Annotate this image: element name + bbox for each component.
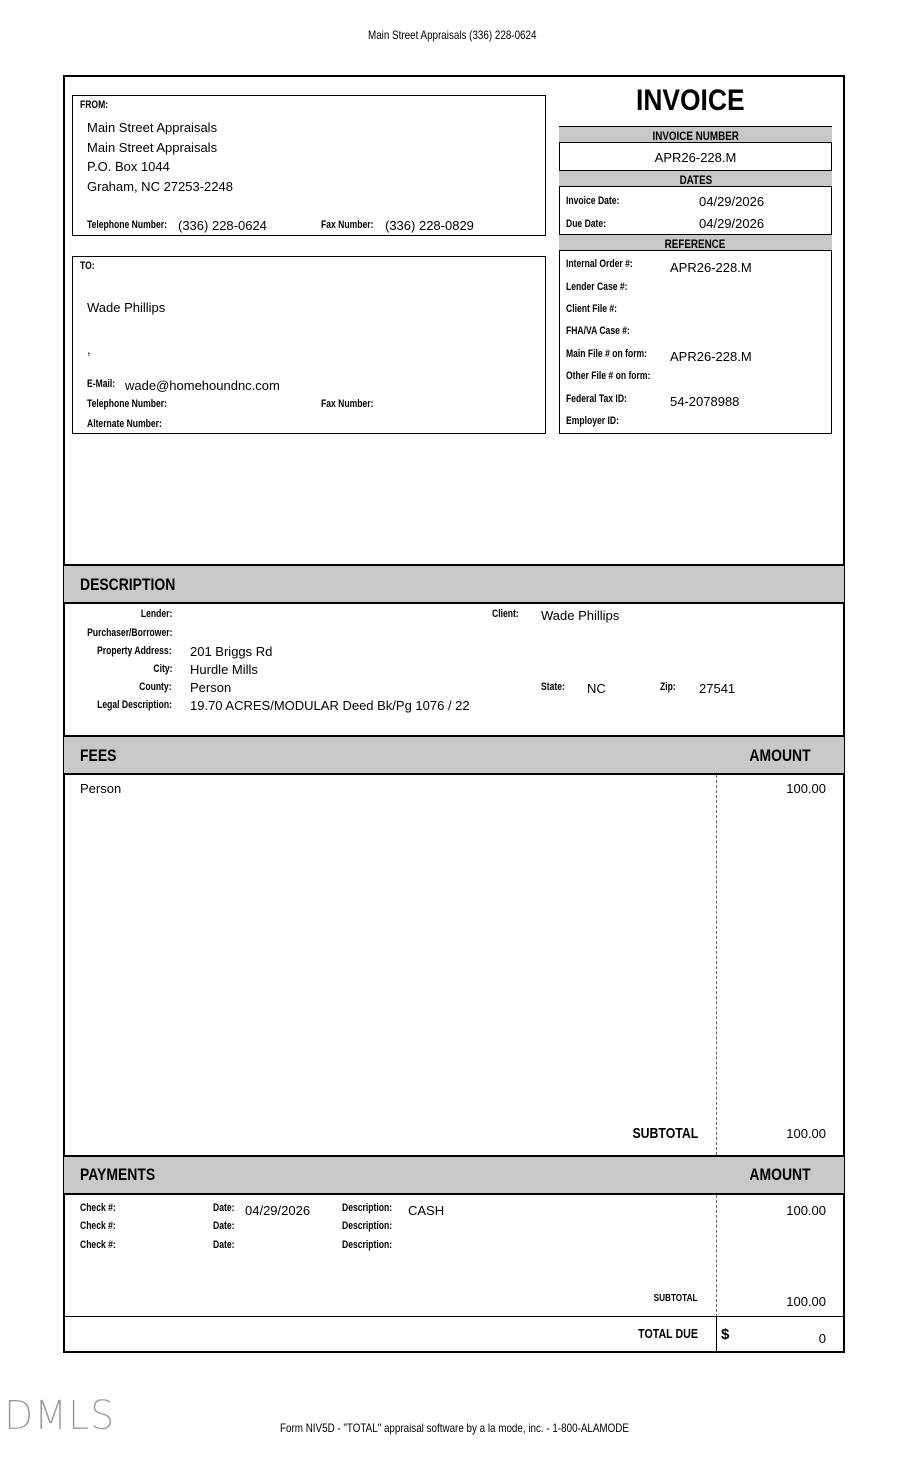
check-label-1: Check #:: [80, 1202, 116, 1214]
fee-item-description: Person: [80, 781, 122, 796]
state: NC: [587, 681, 606, 696]
date-label-1: Date:: [213, 1202, 235, 1214]
internal-order-label: Internal Order #:: [566, 258, 633, 270]
legal-description-label: Legal Description:: [97, 699, 172, 711]
internal-order: APR26-228.M: [670, 260, 752, 275]
dmls-logo: DMLS: [4, 1393, 116, 1439]
from-telephone-label: Telephone Number:: [87, 219, 167, 231]
to-label: TO:: [80, 260, 95, 272]
from-line-2: Main Street Appraisals: [87, 140, 218, 155]
fees-amount-header: AMOUNT: [749, 746, 811, 765]
from-line-3: P.O. Box 1044: [87, 159, 170, 174]
to-telephone-label: Telephone Number:: [87, 398, 167, 410]
payment-date-1: 04/29/2026: [245, 1203, 311, 1218]
description-band: [64, 564, 844, 604]
to-email: wade@homehoundnc.com: [125, 378, 280, 393]
dates-header: DATES: [559, 170, 832, 187]
description-label-2: Description:: [342, 1220, 393, 1232]
check-label-2: Check #:: [80, 1220, 116, 1232]
city-label: City:: [152, 663, 172, 675]
payments-amount-divider: [716, 1195, 717, 1317]
client-label: Client:: [492, 608, 519, 620]
to-email-label: E-Mail:: [87, 378, 116, 390]
city: Hurdle Mills: [190, 662, 258, 677]
check-label-3: Check #:: [80, 1239, 116, 1251]
state-label: State:: [541, 681, 565, 693]
description-title: DESCRIPTION: [80, 575, 176, 594]
from-fax: (336) 228-0829: [385, 218, 474, 233]
due-date: 04/29/2026: [699, 216, 765, 231]
to-fax-label: Fax Number:: [321, 398, 374, 410]
payment-amount-1: 100.00: [786, 1203, 826, 1218]
page-footer: Form NIV5D - "TOTAL" appraisal software by a la mode, inc. - 1-800-ALAMODE: [280, 1421, 629, 1435]
invoice-number-header: INVOICE NUMBER: [559, 126, 832, 143]
legal-description: 19.70 ACRES/MODULAR Deed Bk/Pg 1076 / 22: [190, 698, 470, 713]
from-line-4: Graham, NC 27253-2248: [87, 179, 233, 194]
zip-label: Zip:: [660, 681, 676, 693]
total-due: 0: [818, 1331, 826, 1346]
due-date-label: Due Date:: [566, 218, 607, 230]
payments-subtotal-label: SUBTOTAL: [654, 1293, 698, 1304]
fha-va-label: FHA/VA Case #:: [566, 325, 630, 337]
invoice-date-label: Invoice Date:: [566, 195, 620, 207]
county-label: County:: [139, 681, 172, 693]
invoice-number: APR26-228.M: [654, 150, 737, 165]
payments-band: [64, 1155, 844, 1195]
invoice-date: 04/29/2026: [699, 194, 765, 209]
federal-tax: 54-2078988: [670, 394, 740, 409]
fees-subtotal-label: SUBTOTAL: [632, 1125, 698, 1142]
description-label-3: Description:: [342, 1239, 393, 1251]
zip: 27541: [699, 681, 736, 696]
client-file-label: Client File #:: [566, 303, 618, 315]
main-file: APR26-228.M: [670, 349, 752, 364]
page-header: Main Street Appraisals (336) 228-0624: [368, 28, 537, 42]
client-name: Wade Phillips: [541, 608, 620, 623]
invoice-title: INVOICE: [636, 84, 745, 117]
date-label-2: Date:: [213, 1220, 235, 1232]
county: Person: [190, 680, 232, 695]
currency-symbol: $: [721, 1326, 730, 1343]
payment-description-1: CASH: [408, 1203, 445, 1218]
description-label-1: Description:: [342, 1202, 393, 1214]
payments-title: PAYMENTS: [80, 1165, 156, 1184]
from-telephone: (336) 228-0624: [178, 218, 267, 233]
total-due-vertical: [716, 1317, 717, 1352]
to-name: Wade Phillips: [87, 300, 166, 315]
total-due-label: TOTAL DUE: [638, 1326, 698, 1341]
from-fax-label: Fax Number:: [321, 219, 374, 231]
other-file-label: Other File # on form:: [566, 370, 651, 382]
total-due-divider: [64, 1316, 844, 1317]
main-file-label: Main File # on form:: [566, 348, 648, 360]
fee-item-amount: 100.00: [786, 781, 826, 796]
date-label-3: Date:: [213, 1239, 235, 1251]
from-label: FROM:: [80, 99, 109, 111]
fees-subtotal: 100.00: [786, 1126, 826, 1141]
federal-tax-label: Federal Tax ID:: [566, 393, 627, 405]
fees-amount-divider: [716, 775, 717, 1155]
employer-id-label: Employer ID:: [566, 415, 619, 427]
to-alternate-label: Alternate Number:: [87, 418, 162, 430]
property-address: 201 Briggs Rd: [190, 644, 273, 659]
purchaser-label: Purchaser/Borrower:: [86, 627, 172, 639]
from-line-1: Main Street Appraisals: [87, 120, 218, 135]
reference-header: REFERENCE: [559, 234, 832, 251]
property-address-label: Property Address:: [97, 645, 172, 657]
payments-subtotal: 100.00: [786, 1294, 826, 1309]
fees-title: FEES: [80, 746, 117, 765]
lender-case-label: Lender Case #:: [566, 281, 628, 293]
to-address: ,: [87, 342, 91, 357]
fees-band: [64, 735, 844, 775]
payments-amount-header: AMOUNT: [749, 1165, 811, 1184]
lender-label: Lender:: [140, 608, 172, 620]
